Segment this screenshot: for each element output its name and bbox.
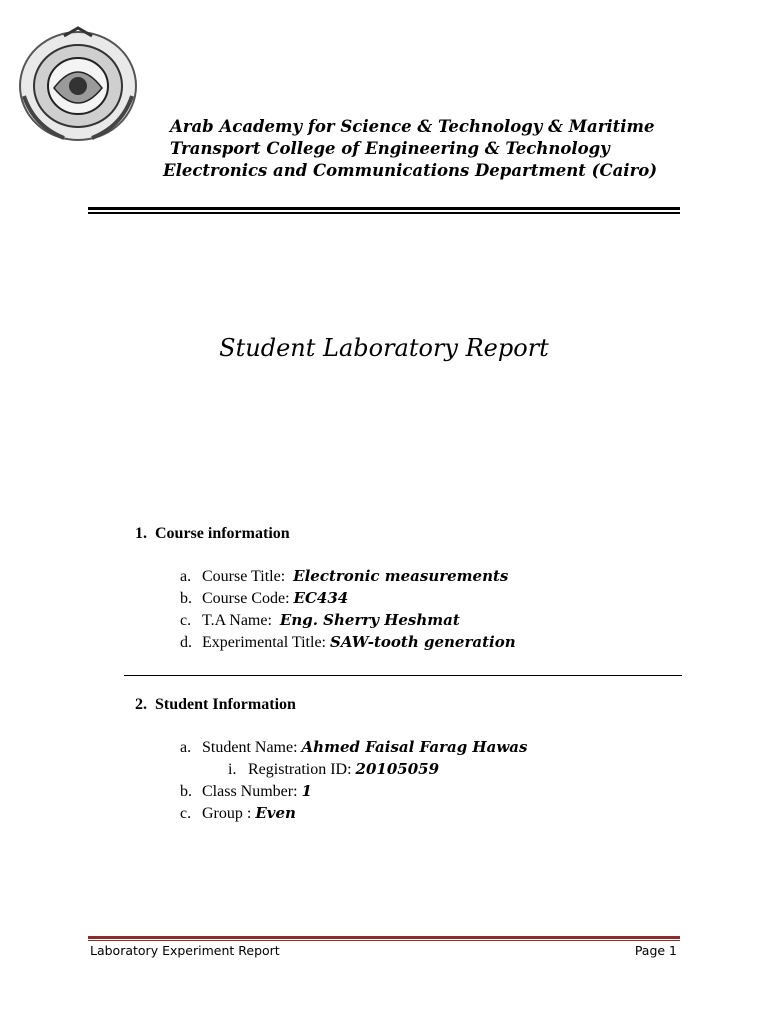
group-label: Group : (202, 805, 252, 822)
header-line-1: Arab Academy for Science & Technology & Maritime (170, 117, 655, 136)
ta-name-row (180, 611, 460, 630)
course-section-heading (135, 525, 290, 543)
header-line-2: Transport College of Engineering & Technology (170, 139, 610, 158)
footer-report-label: Laboratory Experiment Report (90, 943, 280, 958)
class-number-label: Class Number: (202, 783, 298, 800)
list-marker: b. (180, 783, 192, 800)
header-divider-thin (88, 212, 680, 214)
header-line-3: Electronics and Communications Department (Cairo) (163, 161, 658, 180)
course-section-number: 1. (135, 525, 147, 542)
footer-divider-thin (88, 940, 680, 941)
list-marker: c. (180, 612, 192, 629)
registration-id-value: 20105059 (355, 760, 440, 778)
list-marker: d. (180, 634, 192, 651)
footer-divider-thick (88, 936, 680, 939)
list-marker: c. (180, 805, 192, 822)
experimental-title-label: Experimental Title: (202, 634, 326, 651)
student-section-heading (135, 696, 296, 714)
list-marker: a. (180, 568, 192, 585)
page-number: Page 1 (634, 943, 677, 958)
group-value: Even (255, 804, 296, 822)
section-divider (124, 675, 682, 676)
course-title-label: Course Title: (202, 568, 286, 585)
course-title-value: Electronic measurements (293, 567, 509, 585)
institution-header (163, 116, 657, 182)
experimental-title-row (180, 633, 516, 652)
student-name-row (180, 738, 527, 757)
report-title: Student Laboratory Report (219, 334, 549, 362)
academy-logo (14, 26, 142, 146)
header-divider-thick (88, 207, 680, 210)
course-code-row (180, 589, 348, 608)
course-section-title: Course information (155, 525, 290, 542)
experimental-title-value: SAW-tooth generation (330, 633, 516, 651)
registration-id-row (228, 760, 439, 779)
student-name-label: Student Name: (202, 739, 298, 756)
student-section-number: 2. (135, 696, 147, 713)
student-section-title: Student Information (155, 696, 296, 713)
student-name-value: Ahmed Faisal Farag Hawas (301, 738, 528, 756)
list-marker: i. (228, 761, 237, 778)
group-row (180, 804, 296, 823)
list-marker: a. (180, 739, 192, 756)
ta-name-value: Eng. Sherry Heshmat (279, 611, 460, 629)
course-code-label: Course Code: (202, 590, 290, 607)
class-number-row (180, 782, 312, 801)
registration-id-label: Registration ID: (248, 761, 352, 778)
class-number-value: 1 (301, 782, 312, 800)
course-title-row (180, 567, 508, 586)
list-marker: b. (180, 590, 192, 607)
ta-name-label: T.A Name: (202, 612, 272, 629)
course-code-value: EC434 (293, 589, 349, 607)
